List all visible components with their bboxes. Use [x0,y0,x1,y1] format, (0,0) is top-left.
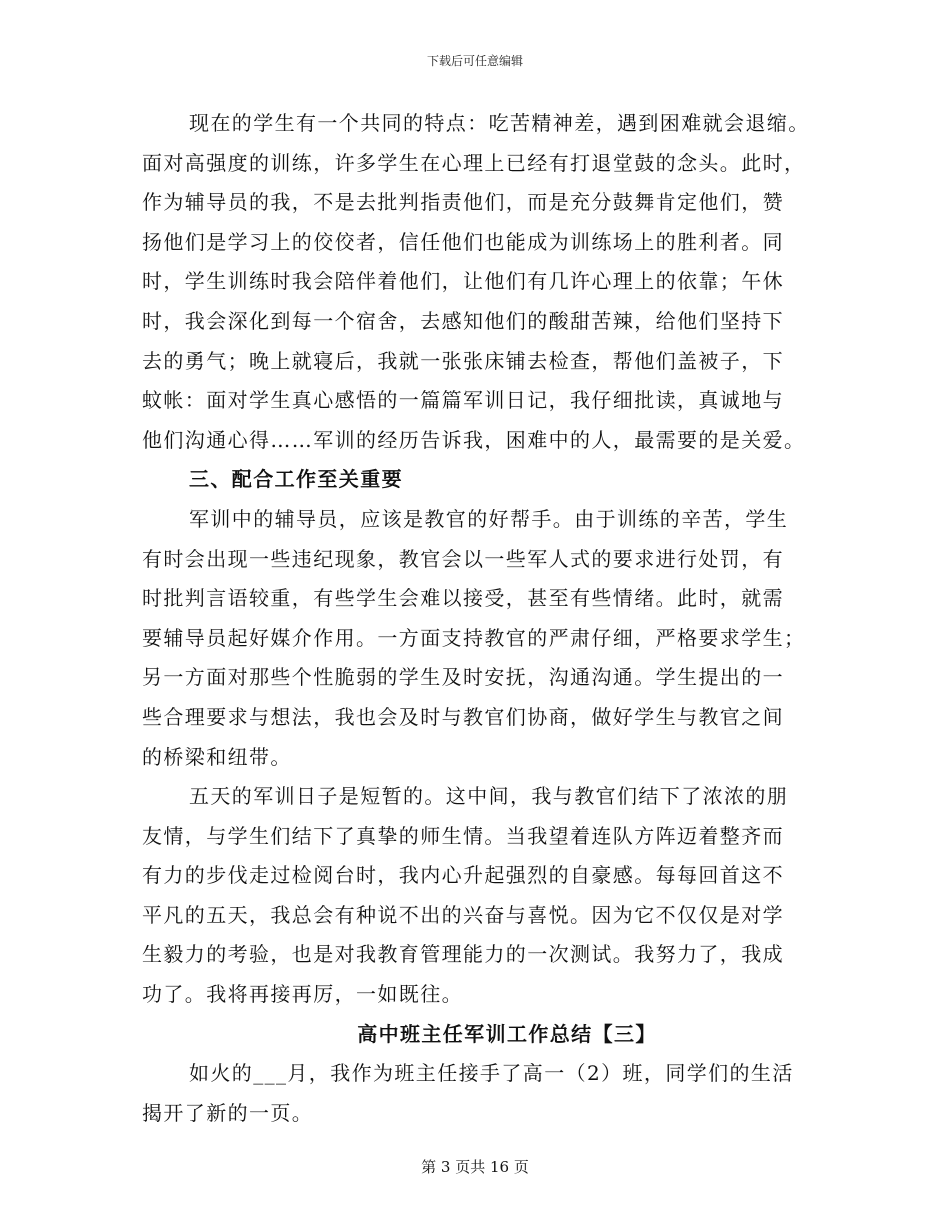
paragraph-line: 要辅导员起好媒介作用。一方面支持教官的严肃仔细，严格要求学生； [142,625,806,650]
paragraph-line: 时批判言语较重，有些学生会难以接受，甚至有些情绪。此时，就需 [142,586,784,611]
paragraph-line: 五天的军训日子是短暂的。这中间，我与教官们结下了浓浓的朋 [189,784,789,809]
paragraph-line: 平凡的五天，我总会有种说不出的兴奋与喜悦。因为它不仅仅是对学 [142,902,784,927]
paragraph-line: 有力的步伐走过检阅台时，我内心升起强烈的自豪感。每每回首这不 [142,863,784,888]
paragraph-line: 去的勇气；晚上就寝后，我就一张张床铺去检查，帮他们盖被子，下 [142,348,784,373]
section-title: 高中班主任军训工作总结【三】 [357,1021,657,1046]
paragraph-line: 作为辅导员的我，不是去批判指责他们，而是充分鼓舞肯定他们，赞 [142,190,784,215]
paragraph-line: 他们沟通心得……军训的经历告诉我，困难中的人，最需要的是关爱。 [142,427,806,452]
paragraph-line: 生毅力的考验，也是对我教育管理能力的一次测试。我努力了，我成 [142,942,784,967]
paragraph-line: 些合理要求与想法，我也会及时与教官们协商，做好学生与教官之间 [142,704,784,729]
paragraph-line: 现在的学生有一个共同的特点：吃苦精神差，遇到困难就会退缩。 [189,111,810,135]
paragraph-line: 面对高强度的训练，许多学生在心理上已经有打退堂鼓的念头。此时， [142,150,806,175]
page-header: 下载后可任意编辑 [426,54,523,68]
paragraph-line: 友情，与学生们结下了真挚的师生情。当我望着连队方阵迈着整齐而 [142,823,784,848]
paragraph-line: 时，学生训练时我会陪伴着他们，让他们有几许心理上的依靠；午休 [142,269,784,294]
section-heading: 三、配合工作至关重要 [189,467,403,492]
paragraph-line: 有时会出现一些违纪现象，教官会以一些军人式的要求进行处罚，有 [142,546,784,571]
paragraph-line: 揭开了新的一页。 [142,1100,314,1125]
paragraph-line: 如火的___月，我作为班主任接手了高一（2）班，同学们的生活 [189,1061,794,1086]
paragraph-line: 的桥梁和纽带。 [142,744,292,769]
paragraph-line: 时，我会深化到每一个宿舍，去感知他们的酸甜苦辣，给他们坚持下 [142,308,784,333]
paragraph-line: 功了。我将再接再厉，一如既往。 [142,982,463,1007]
paragraph-line: 军训中的辅导员，应该是教官的好帮手。由于训练的辛苦，学生 [189,506,789,531]
page-number: 第 3 页共 16 页 [421,1158,529,1176]
document-body [142,104,812,1133]
paragraph-line: 蚊帐：面对学生真心感悟的一篇篇军训日记，我仔细批读，真诚地与 [142,388,784,413]
paragraph-line: 另一方面对那些个性脆弱的学生及时安抚，沟通沟通。学生提出的一 [142,665,784,690]
paragraph-line: 扬他们是学习上的佼佼者，信任他们也能成为训练场上的胜利者。同 [142,229,784,254]
